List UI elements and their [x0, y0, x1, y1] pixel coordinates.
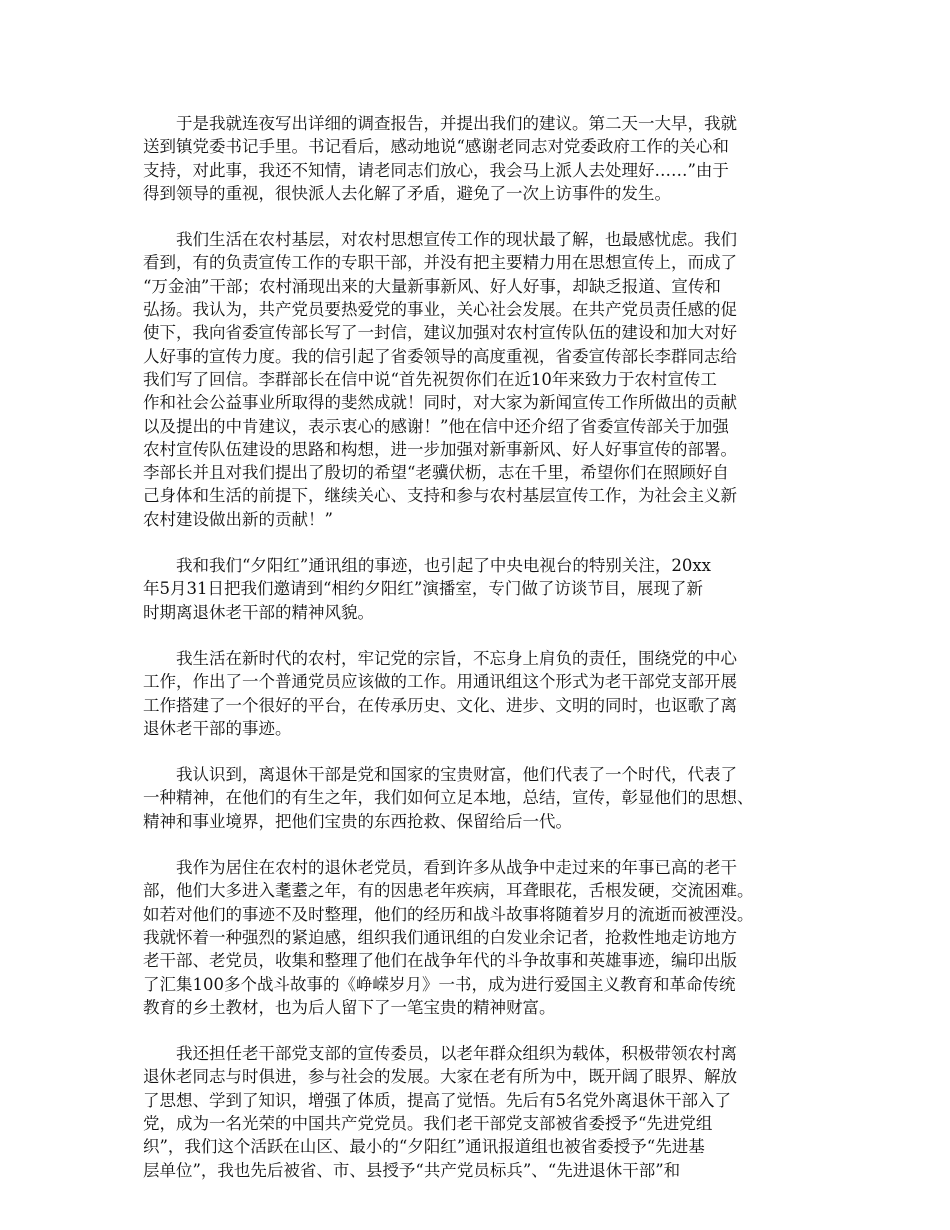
paragraph-battle-stories-book: 我作为居住在农村的退休老党员，看到许多从战争中走过来的年事已高的老干 部，他们大多进入耄耋之年，有的因患老年疾病，耳聋眼花，舌根发硬，交流困难。 如若对他们的事迹不及时整理，他们的经历和战斗故事将随着岁月的流逝而被湮没。 我就怀着一种强烈的紧迫感，组织我们通讯组的白发业余记者，抢救性地走访地方 老干部、老党员，收集和整理了他们在战争年代的斗争故事和英雄事迹，编印出版 了汇集100多个战斗故事的《峥嵘岁月》一书，成为进行爱国主义教育和革命传统 教育的乡土教材，也为后人留下了一笔宝贵的精神财富。 [143, 858, 754, 1017]
paragraph-party-work: 我生活在新时代的农村，牢记党的宗旨，不忘身上肩负的责任，围绕党的中心 工作，作出了一个普通党员应该做的工作。用通讯组这个形式为老干部党支部开展 工作搭建了一个很好的平台，在传承历史、文化、进步、文明的同时，也讴歌了离 退休老干部的事迹。 [143, 648, 737, 738]
paragraph-cctv-interview: 我和我们“夕阳红”通讯组的事迹，也引起了中央电视台的特别关注，20xx 年5月31日把我们邀请到“相约夕阳红”演播室，专门做了访谈节目，展现了新 时期离退休老干部的精神风貌。 [143, 556, 711, 622]
paragraph-retired-cadres-value: 我认识到，离退休干部是党和国家的宝贵财富，他们代表了一个时代，代表了 一种精神，在他们的有生之年，我们如何立足本地，总结，宣传，彰显他们的思想、 精神和事业境界，把他们宝贵的东西抢救、保留给后一代。 [143, 765, 754, 831]
paragraph-letter-to-propaganda-minister: 我们生活在农村基层，对农村思想宣传工作的现状最了解，也最感忧虑。我们 看到，有的负责宣传工作的专职干部，并没有把主要精力用在思想宣传上，而成了 “万金油”干部；农村涌现出来的大量新事新风、好人好事，却缺乏报道、宣传和 弘扬。我认为，共产党员要热爱党的事业，关心社会发展。在共产党员责任感的促 使下，我向省委宣传部长写了一封信，建议加强对农村宣传队伍的建设和加大对好 人好事的宣传力度。我的信引起了省委领导的高度重视，省委宣传部长李群同志给 我们写了回信。李群部长在信中说“首先祝贺你们在近10年来致力于农村宣传工 作和社会公益事业所取得的斐然成就！同时，对大家为新闻宣传工作所做出的贡献 以及提出的中肯建议，表示衷心的感谢！”他在信中还介绍了省委宣传部关于加强 农村宣传队伍建设的思路和构想，进一步加强对新事新风、好人好事宣传的部署。 李部长并且对我们提出了殷切的希望“老骥伏枥，志在千里，希望你们在照顾好自 己身体和生活的前提下，继续关心、支持和参与农村基层宣传工作，为社会主义新 农村建设做出新的贡献！” [143, 230, 737, 529]
document-body [143, 112, 823, 1205]
paragraph-propaganda-committee: 我还担任老干部党支部的宣传委员，以老年群众组织为载体，积极带领农村离 退休老同志与时俱进，参与社会的发展。大家在老有所为中，既开阔了眼界、解放 了思想、学到了知识，增强了体质，提高了觉悟。先后有5名党外离退休干部入了 党，成为一名光荣的中国共产党党员。我们老干部党支部被省委授予“先进党组 织”，我们这个活跃在山区、最小的“夕阳红”通讯报道组也被省委授予“先进基 层单位”，我也先后被省、市、县授予“共产党员标兵”、“先进退休干部”和 [143, 1044, 737, 1180]
paragraph-report-to-party-secretary: 于是我就连夜写出详细的调查报告，并提出我们的建议。第二天一大早，我就 送到镇党委书记手里。书记看后，感动地说“感谢老同志对党委政府工作的关心和 支持，对此事，我还不知情，请老同志们放心，我会马上派人去处理好……”由于 得到领导的重视，很快派人去化解了矛盾，避免了一次上访事件的发生。 [143, 114, 737, 203]
